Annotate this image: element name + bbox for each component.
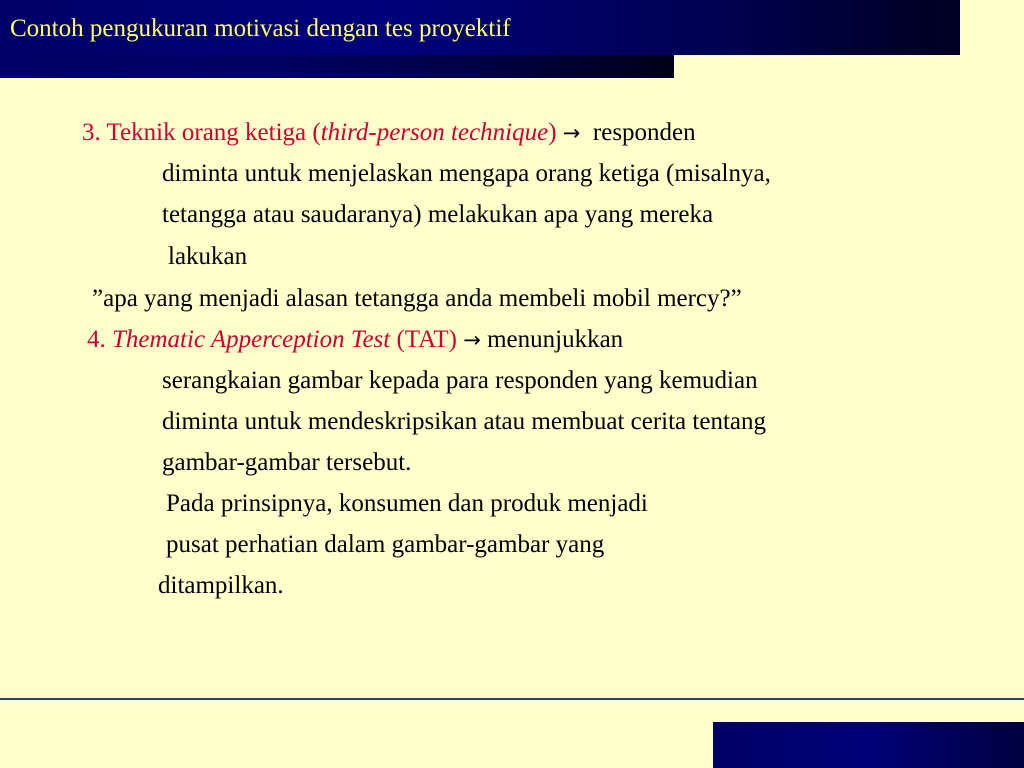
item-4-heading — [87, 323, 623, 357]
item-3-line-3: lakukan — [168, 243, 248, 270]
arrow-right-icon: → — [562, 121, 581, 145]
footer-divider — [0, 698, 1024, 700]
item-3-close: ) — [548, 119, 557, 146]
item-4-line-5: pusat perhatian dalam gambar-gambar yang — [166, 531, 605, 558]
footer-block — [713, 722, 1024, 768]
item-4-line-3: gambar-gambar tersebut. — [162, 449, 412, 476]
item-4-lead: menunjukkan — [487, 326, 624, 353]
item-3-number: 3. Teknik orang ketiga ( — [82, 119, 321, 146]
item-3-lead: responden — [592, 119, 696, 146]
item-4-number: 4. — [87, 326, 112, 353]
item-4-line-4: Pada prinsipnya, konsumen dan produk menjadi — [166, 490, 648, 517]
item-3-example: ”apa yang menjadi alasan tetangga anda membeli mobil mercy?” — [92, 285, 742, 312]
item-4-line-1: serangkaian gambar kepada para responden yang kemudian — [162, 367, 758, 394]
arrow-right-icon: → — [463, 328, 481, 352]
item-4-term: Thematic Apperception Test — [112, 326, 391, 353]
item-3-line-1: diminta untuk menjelaskan mengapa orang ketiga (misalnya, — [162, 160, 771, 187]
item-3-term: third-person technique — [320, 119, 549, 146]
item-4-abbr: (TAT) — [390, 326, 457, 353]
item-3-line-2: tetangga atau saudaranya) melakukan apa yang mereka — [162, 201, 714, 228]
item-4-line-6: ditampilkan. — [158, 572, 284, 599]
item-3-heading — [82, 116, 696, 150]
slide-title: Contoh pengukuran motivasi dengan tes proyektif — [10, 15, 511, 42]
item-4-line-2: diminta untuk mendeskripsikan atau membuat cerita tentang — [162, 408, 766, 435]
